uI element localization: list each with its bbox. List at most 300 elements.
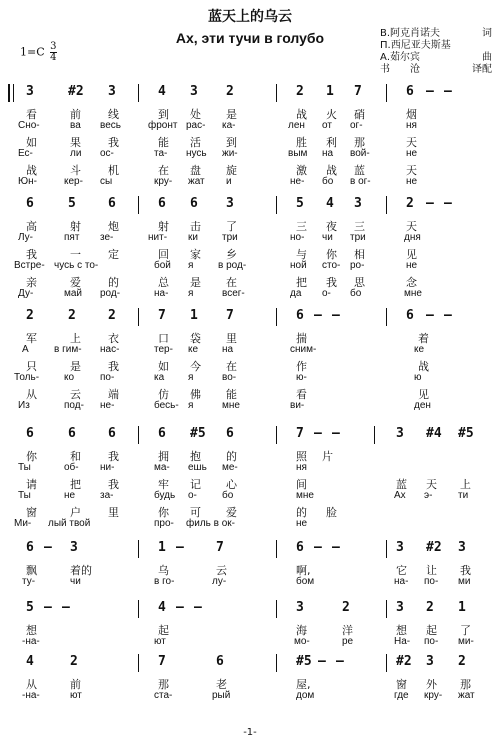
lyric-chinese: 我	[108, 360, 119, 373]
lyric-russian: но-	[290, 232, 305, 243]
lyric-russian: от	[322, 120, 332, 131]
lyric-russian: ю-	[296, 372, 307, 383]
note: 7	[354, 84, 362, 99]
lyric-chinese: 是	[190, 276, 201, 289]
lyric-russian: в гим-	[54, 344, 82, 355]
lyric-russian: ти	[458, 490, 469, 501]
note: 6	[158, 426, 166, 441]
lyric-chinese: 爱	[70, 276, 81, 289]
lyric-russian: не	[296, 518, 308, 529]
note: 6	[226, 426, 234, 441]
lyric-russian: кру-	[154, 176, 173, 187]
lyric-russian: ли	[70, 148, 82, 159]
lyric-russian: да	[290, 288, 302, 299]
lyric-russian: зе-	[100, 232, 114, 243]
lyric-chinese: 天	[406, 220, 417, 233]
barline	[276, 308, 277, 326]
lyric-russian: сы	[100, 176, 113, 187]
lyric-chinese: 念	[406, 276, 417, 289]
note: –	[314, 426, 322, 441]
note: 2	[26, 308, 34, 323]
lyric-chinese: 请	[26, 478, 37, 491]
lyric-chinese: 从	[26, 678, 37, 691]
lyric-russian: будь	[154, 490, 176, 501]
note: 6	[26, 540, 34, 555]
lyric-chinese: 了	[460, 624, 471, 637]
note: 2	[296, 84, 304, 99]
note: 2	[458, 654, 466, 669]
lyric-russian: на-	[154, 288, 169, 299]
lyric-russian: А	[22, 344, 29, 355]
lyric-russian: Ми-	[14, 518, 32, 529]
note: 3	[226, 196, 234, 211]
lyric-russian: род-	[100, 288, 121, 299]
lyric-russian: ре	[342, 636, 354, 647]
lyric-russian: ют	[154, 636, 166, 647]
lyric-russian: в го-	[154, 576, 175, 587]
lyric-russian: на-	[394, 576, 409, 587]
note: #5	[190, 426, 206, 441]
note: –	[332, 540, 340, 555]
lyric-chinese: 乌	[158, 564, 169, 577]
lyric-russian: Из	[18, 400, 30, 411]
barline	[386, 654, 387, 672]
lyric-chinese: 果	[70, 136, 81, 149]
lyric-chinese: 蓝	[354, 164, 365, 177]
lyric-russian: я	[188, 288, 194, 299]
lyric-russian: Ес-	[18, 148, 33, 159]
lyric-russian: ка-	[222, 120, 236, 131]
lyric-chinese: 在	[226, 276, 237, 289]
note: 7	[158, 308, 166, 323]
lyric-chinese: 旋	[226, 164, 237, 177]
lyric-chinese: 与	[296, 248, 307, 261]
note: 3	[70, 540, 78, 555]
note: 4	[326, 196, 334, 211]
note: 6	[108, 426, 116, 441]
lyric-russian: тер-	[154, 344, 173, 355]
note: –	[176, 600, 184, 615]
lyric-russian: не-	[290, 176, 305, 187]
lyric-russian: за-	[100, 490, 114, 501]
lyric-chinese: 看	[26, 108, 37, 121]
lyric-chinese: 拥	[158, 450, 169, 463]
note: –	[314, 540, 322, 555]
lyric-russian: не	[406, 148, 418, 159]
lyric-russian: бо	[322, 176, 334, 187]
note: 3	[396, 426, 404, 441]
barline	[386, 540, 387, 558]
note: 2	[406, 196, 414, 211]
lyric-chinese: 回	[158, 248, 169, 261]
lyric-russian: бо	[350, 288, 362, 299]
lyric-russian: не	[406, 260, 418, 271]
lyric-chinese: 前	[70, 678, 81, 691]
note: 3	[190, 84, 198, 99]
time-top: 3	[50, 41, 57, 52]
lyric-russian: в род-	[218, 260, 247, 271]
lyric-chinese: 在	[158, 164, 169, 177]
lyric-chinese: 炮	[108, 220, 119, 233]
note: –	[444, 196, 452, 211]
lyric-chinese: 你	[26, 450, 37, 463]
note: 6	[296, 540, 304, 555]
lyric-chinese: 把	[296, 276, 307, 289]
lyric-chinese: 作	[296, 360, 307, 373]
lyric-russian: мне	[222, 400, 240, 411]
lyric-chinese: 见	[406, 248, 417, 261]
lyric-chinese: 了	[226, 220, 237, 233]
lyric-russian: я	[188, 372, 194, 383]
lyric-chinese: 口	[158, 332, 169, 345]
note: 6	[158, 196, 166, 211]
note: 3	[26, 84, 34, 99]
barline	[276, 654, 277, 672]
lyric-russian: мо-	[294, 636, 310, 647]
note: 4	[158, 84, 166, 99]
note: 6	[190, 196, 198, 211]
barline	[386, 600, 387, 618]
lyric-chinese: 心	[226, 478, 237, 491]
lyric-chinese: 牢	[158, 478, 169, 491]
note: 2	[426, 600, 434, 615]
lyric-russian: об-	[64, 462, 79, 473]
lyric-chinese: 到	[158, 108, 169, 121]
note: –	[314, 308, 322, 323]
barline	[276, 600, 277, 618]
note: –	[444, 308, 452, 323]
lyric-chinese: 可	[190, 506, 201, 519]
lyric-russian: вым	[288, 148, 308, 159]
lyric-russian: ден	[414, 400, 431, 411]
lyric-russian: На-	[394, 636, 411, 647]
lyric-russian: нас-	[100, 344, 120, 355]
lyric-russian: я	[188, 400, 194, 411]
lyric-chinese: 窗	[26, 506, 37, 519]
lyric-russian: весь	[100, 120, 121, 131]
lyric-chinese: 户	[70, 506, 81, 519]
lyric-russian: я	[188, 260, 194, 271]
barline	[276, 426, 277, 444]
lyric-russian: чи	[322, 232, 333, 243]
lyric-chinese: 着	[418, 332, 429, 345]
title-chinese: 蓝天上的乌云	[208, 9, 292, 25]
lyric-chinese: 的	[108, 276, 119, 289]
lyric-chinese: 我	[108, 478, 119, 491]
lyric-russian: жат	[458, 690, 475, 701]
lyric-chinese: 爱	[226, 506, 237, 519]
barline	[138, 196, 139, 214]
time-bottom: 4	[50, 52, 57, 63]
music-system	[8, 84, 488, 188]
lyric-russian: ма-	[154, 462, 170, 473]
lyric-chinese: 把	[70, 478, 81, 491]
barline	[138, 84, 139, 102]
lyric-chinese: 一	[70, 248, 81, 261]
lyric-russian: бо	[222, 490, 234, 501]
lyric-russian: ют	[70, 690, 82, 701]
note: –	[44, 600, 52, 615]
lyric-russian: дня	[404, 232, 421, 243]
note: 6	[296, 308, 304, 323]
lyric-russian: ня	[406, 120, 417, 131]
lyric-chinese: 片	[322, 450, 333, 463]
lyric-chinese: 三	[296, 220, 307, 233]
lyric-chinese: 利	[326, 136, 337, 149]
credits	[380, 28, 492, 76]
lyric-chinese: 击	[190, 220, 201, 233]
lyric-chinese: 硝	[354, 108, 365, 121]
lyric-russian: ня	[296, 462, 307, 473]
lyric-chinese: 是	[226, 108, 237, 121]
barline	[138, 654, 139, 672]
note: 2	[226, 84, 234, 99]
barline	[276, 196, 277, 214]
title-russian: Ах, эти тучи в голубо	[175, 30, 325, 46]
note: 6	[108, 196, 116, 211]
lyric-russian: и	[226, 176, 232, 187]
lyric-chinese: 活	[190, 136, 201, 149]
lyric-chinese: 天	[426, 478, 437, 491]
note: 2	[108, 308, 116, 323]
credit-line-1: В.阿克肖诺夫 词	[380, 28, 492, 39]
barline	[138, 600, 139, 618]
lyric-russian: ро-	[350, 260, 365, 271]
lyric-russian: та-	[154, 148, 168, 159]
lyric-russian: ке	[188, 344, 199, 355]
lyric-russian: чи	[70, 576, 81, 587]
lyric-chinese: 脸	[326, 506, 337, 519]
note: 6	[68, 426, 76, 441]
lyric-chinese: 间	[296, 478, 307, 491]
lyric-russian: лый твой	[48, 518, 91, 529]
lyric-russian: где	[394, 690, 409, 701]
lyric-russian: ко	[64, 372, 75, 383]
lyric-chinese: 家	[190, 248, 201, 261]
lyric-russian: чусь с то-	[54, 260, 99, 271]
lyric-russian: ста-	[154, 690, 173, 701]
note: #2	[396, 654, 412, 669]
lyric-russian: ми-	[458, 636, 474, 647]
music-system	[8, 196, 488, 300]
note: 6	[406, 308, 414, 323]
lyric-chinese: 我	[108, 450, 119, 463]
lyric-russian: по-	[424, 636, 439, 647]
note: 1	[326, 84, 334, 99]
lyric-russian: бой	[154, 260, 171, 271]
lyric-chinese: 让	[426, 564, 437, 577]
note: –	[332, 426, 340, 441]
lyric-chinese: 如	[26, 136, 37, 149]
note: 6	[26, 426, 34, 441]
barline	[138, 426, 139, 444]
lyric-russian: всег-	[222, 288, 245, 299]
lyric-russian: ки	[188, 232, 198, 243]
note: #2	[68, 84, 84, 99]
lyric-russian: ос-	[100, 148, 114, 159]
lyric-russian: ви-	[290, 400, 305, 411]
note: –	[62, 600, 70, 615]
lyric-chinese: 见	[418, 388, 429, 401]
lyric-chinese: 三	[354, 220, 365, 233]
note: –	[336, 654, 344, 669]
lyric-chinese: 到	[226, 136, 237, 149]
note: 5	[296, 196, 304, 211]
lyric-chinese: 军	[26, 332, 37, 345]
barline	[138, 540, 139, 558]
lyric-chinese: 如	[158, 360, 169, 373]
lyric-chinese: 战	[418, 360, 429, 373]
lyric-chinese: 啊,	[296, 564, 311, 577]
lyric-russian: о-	[322, 288, 331, 299]
lyric-russian: сто-	[322, 260, 341, 271]
note: #2	[426, 540, 442, 555]
lyric-russian: ю	[414, 372, 422, 383]
note: 2	[342, 600, 350, 615]
lyric-chinese: 天	[406, 136, 417, 149]
lyric-russian: пят	[64, 232, 80, 243]
barline	[138, 308, 139, 326]
lyric-russian: кру-	[424, 690, 443, 701]
lyric-russian: нит-	[148, 232, 168, 243]
lyric-russian: на	[222, 344, 234, 355]
note: 1	[190, 308, 198, 323]
lyric-chinese: 屋,	[296, 678, 311, 691]
lyric-russian: ешь	[188, 462, 207, 473]
lyric-chinese: 揣	[296, 332, 307, 345]
lyric-russian: ту-	[22, 576, 36, 587]
note: –	[426, 308, 434, 323]
lyric-russian: про-	[154, 518, 174, 529]
lyric-russian: -на-	[22, 636, 40, 647]
lyric-russian: Ду-	[18, 288, 34, 299]
key-signature	[20, 42, 57, 63]
lyric-chinese: 想	[396, 624, 407, 637]
lyric-russian: три	[222, 232, 238, 243]
lyric-russian: рас-	[186, 120, 206, 131]
lyric-chinese: 战	[326, 164, 337, 177]
lyric-chinese: 机	[108, 164, 119, 177]
note: 1	[158, 540, 166, 555]
lyric-chinese: 烟	[406, 108, 417, 121]
lyric-russian: на	[322, 148, 334, 159]
lyric-chinese: 是	[70, 360, 81, 373]
lyric-chinese: 那	[158, 678, 169, 691]
page-number: -1-	[243, 727, 257, 738]
lyric-chinese: 仿	[158, 388, 169, 401]
lyric-chinese: 斗	[70, 164, 81, 177]
note: –	[44, 540, 52, 555]
lyric-russian: вой-	[350, 148, 370, 159]
lyric-chinese: 我	[108, 136, 119, 149]
lyric-russian: не	[64, 490, 76, 501]
lyric-chinese: 飘	[26, 564, 37, 577]
note: 6	[216, 654, 224, 669]
lyric-chinese: 定	[108, 248, 119, 261]
lyric-chinese: 处	[190, 108, 201, 121]
lyric-chinese: 战	[26, 164, 37, 177]
credit-line-2: П.西尼亚夫斯基	[380, 40, 451, 51]
note: #4	[426, 426, 442, 441]
lyric-chinese: 的	[296, 506, 307, 519]
lyric-chinese: 我	[26, 248, 37, 261]
note: 3	[296, 600, 304, 615]
music-system	[8, 308, 488, 418]
lyric-chinese: 盘	[190, 164, 201, 177]
note: 2	[68, 308, 76, 323]
note: 5	[68, 196, 76, 211]
lyric-chinese: 总	[158, 276, 169, 289]
lyric-chinese: 袋	[190, 332, 201, 345]
note: 7	[226, 308, 234, 323]
repeat-start-barline	[8, 84, 14, 102]
lyric-russian: ме-	[222, 462, 238, 473]
lyric-chinese: 云	[216, 564, 227, 577]
lyric-chinese: 前	[70, 108, 81, 121]
lyric-chinese: 射	[70, 220, 81, 233]
lyric-russian: ни-	[100, 462, 115, 473]
music-system	[8, 426, 488, 530]
lyric-russian: бесь-	[154, 400, 179, 411]
lyric-chinese: 从	[26, 388, 37, 401]
credit-line-4: 书 沧 译配	[380, 64, 492, 75]
lyric-russian: э-	[424, 490, 433, 501]
note: 3	[458, 540, 466, 555]
lyric-russian: мне	[296, 490, 314, 501]
lyric-russian: Толь-	[14, 372, 40, 383]
note: 3	[396, 600, 404, 615]
note: 3	[396, 540, 404, 555]
lyric-chinese: 上	[70, 332, 81, 345]
lyric-russian: Юн-	[18, 176, 37, 187]
barline	[386, 84, 387, 102]
lyric-russian: сним-	[290, 344, 317, 355]
lyric-chinese: 我	[460, 564, 471, 577]
note: #5	[458, 426, 474, 441]
note: –	[176, 540, 184, 555]
lyric-chinese: 天	[406, 164, 417, 177]
note: 3	[426, 654, 434, 669]
music-system	[8, 540, 488, 594]
lyric-chinese: 夜	[326, 220, 337, 233]
note: 5	[26, 600, 34, 615]
lyric-russian: Ах	[394, 490, 406, 501]
lyric-chinese: 火	[326, 108, 337, 121]
lyric-russian: по-	[100, 372, 115, 383]
lyric-chinese: 洋	[342, 624, 353, 637]
lyric-chinese: 相	[354, 248, 365, 261]
lyric-russian: не	[406, 176, 418, 187]
note: –	[426, 84, 434, 99]
lyric-chinese: 在	[226, 360, 237, 373]
lyric-chinese: 看	[296, 388, 307, 401]
lyric-chinese: 窗	[396, 678, 407, 691]
lyric-chinese: 它	[396, 564, 407, 577]
lyric-chinese: 佛	[190, 388, 201, 401]
note: 7	[216, 540, 224, 555]
lyric-russian: в ог-	[350, 176, 371, 187]
lyric-chinese: 那	[354, 136, 365, 149]
lyric-russian: ва	[70, 120, 81, 131]
lyric-russian: дом	[296, 690, 315, 701]
credit-line-3: А.茹尔宾 曲	[380, 52, 492, 63]
lyric-chinese: 想	[26, 624, 37, 637]
lyric-chinese: 胜	[296, 136, 307, 149]
lyric-chinese: 衣	[108, 332, 119, 345]
time-signature	[50, 42, 56, 63]
lyric-chinese: 能	[158, 136, 169, 149]
lyric-russian: три	[350, 232, 366, 243]
